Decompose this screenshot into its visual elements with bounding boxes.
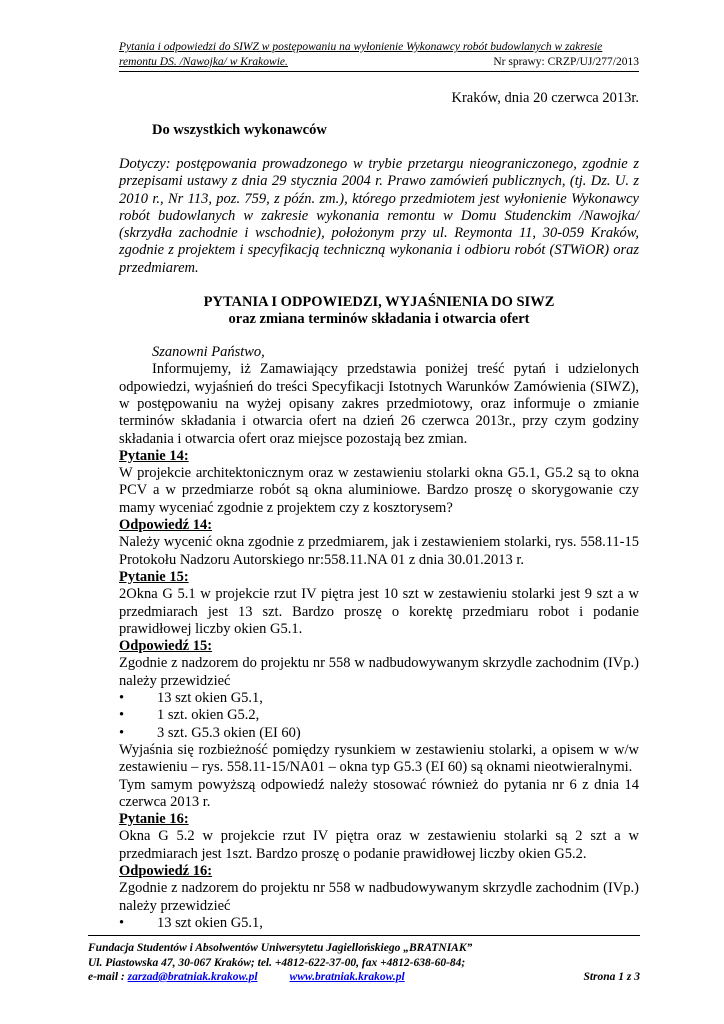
list-item-text: 1 szt. okien G5.2,: [157, 707, 260, 724]
answer-16-bullet-list: [119, 915, 639, 932]
question-14-text: W projekcie architektonicznym oraz w zestawieniu stolarki okna G5.1, G5.2 są to okna PCV a w przedmiarze robót są okna aluminiowe. Bardzo proszę o skorygowanie czy mamy wyceniać zgodnie z projektem czy z kosztorysem?: [119, 465, 639, 516]
question-14-heading: [119, 448, 639, 465]
header-title-continuation: remontu DS. /Nawojka/ w Krakowie.: [119, 56, 288, 68]
answer-15-text: Zgodnie z nadzorem do projektu nr 558 w nadbudowywanym skrzydle zachodnim (IVp.) należy przewidzieć: [119, 655, 639, 689]
list-item: [119, 707, 639, 724]
footer-email-label: e-mail :: [88, 971, 128, 983]
document-page: [119, 40, 639, 932]
answer-15-bullet-list: [119, 690, 639, 742]
bullet-icon: •: [119, 724, 125, 741]
footer-contact-row: [88, 970, 640, 985]
document-date: Kraków, dnia 20 czerwca 2013r.: [451, 90, 639, 106]
greeting: Szanowni Państwo,: [152, 344, 265, 361]
footer-website-link[interactable]: www.bratniak.krakow.pl: [289, 971, 405, 983]
bullet-icon: •: [119, 690, 125, 707]
list-item: [119, 725, 639, 742]
list-item-text: 3 szt. G5.3 okien (EI 60): [157, 724, 301, 741]
list-item-text: 13 szt okien G5.1,: [157, 914, 263, 931]
answer-16-text: Zgodnie z nadzorem do projektu nr 558 w nadbudowywanym skrzydle zachodnim (IVp.) należy przewidzieć: [119, 880, 639, 914]
section-subtitle: oraz zmiana terminów składania i otwarcia ofert: [228, 311, 530, 328]
list-item: [119, 690, 639, 707]
question-16-heading-text: Pytanie 16:: [119, 811, 189, 828]
footer-email-link[interactable]: zarzad@bratniak.krakow.pl: [127, 971, 258, 983]
page-number: Strona 1 z 3: [583, 971, 640, 983]
addressee: Do wszystkich wykonawców: [152, 122, 327, 138]
bullet-icon: •: [119, 707, 125, 724]
answer-15-note-1: Wyjaśnia się rozbieżność pomiędzy rysunkiem w zestawieniu stolarki, a opisem w w/w zestawieniu – rys. 558.11-15/NA01 – okna typ G5.3 (EI 60) są oknami nieotwieralnymi.: [119, 741, 639, 776]
answer-14-heading-text: Odpowiedź 14:: [119, 517, 213, 534]
answer-14-heading: [119, 517, 639, 534]
question-15-heading-text: Pytanie 15:: [119, 568, 189, 585]
question-14-heading-text: Pytanie 14:: [119, 447, 189, 464]
section-title: PYTANIA I ODPOWIEDZI, WYJAŚNIENIA DO SIWZ: [203, 294, 555, 311]
header-second-line: [119, 55, 639, 70]
intro-paragraph: Informujemy, iż Zamawiający przedstawia poniżej treść pytań i udzielonych odpowiedzi, wyjaśnień do treści Specyfikacji Istotnych Warunków Zamówienia (SIWZ), w postępowaniu na wyżej opisany zakres przedmiotowy, oraz informuje o zmianie terminów składania i otwarcia ofert na dzień 26 czerwca 2013r., przy czym godziny składania i otwarcia ofert oraz miejsce pozostają bez zmian.: [119, 361, 639, 447]
answer-16-heading-text: Odpowiedź 16:: [119, 862, 213, 879]
footer-links: [88, 970, 405, 985]
question-15-heading: [119, 569, 639, 586]
question-16-heading: [119, 811, 639, 828]
footer-address: Ul. Piastowska 47, 30-067 Kraków; tel. +4812-622-37-00, fax +4812-638-60-84;: [88, 956, 466, 969]
subject-paragraph: Dotyczy: postępowania prowadzonego w trybie przetargu nieograniczonego, zgodnie z przepisami ustawy z dnia 29 stycznia 2004 r. Prawo zamówień publicznych, (tj. Dz. U. z 2010 r., Nr 113, poz. 759, z późn. zm.), którego przedmiotem jest wyłonienie Wykonawcy robót budowlanych w zakresie wykonania remontu w Domu Studenckim /Nawojka/ (skrzydła zachodnie i wschodnie), położonym przy ul. Reymonta 11, 30-059 Kraków, zgodnie z projektem i specyfikacją techniczną wykonania i odbioru robót (STWiOR) oraz przedmiarem.: [119, 156, 639, 276]
case-number: Nr sprawy: CRZP/UJ/277/2013: [493, 56, 639, 68]
bullet-icon: •: [119, 914, 125, 931]
page-header: [119, 40, 639, 72]
footer-email-group: [88, 970, 258, 985]
list-item: [119, 915, 639, 932]
answer-16-heading: [119, 863, 639, 880]
header-title-line: Pytania i odpowiedzi do SIWZ w postępowaniu na wyłonienie Wykonawcy robót budowlanych w zakresie: [119, 41, 603, 53]
answer-14-text: Należy wycenić okna zgodnie z przedmiarem, jak i zestawieniem stolarki, rys. 558.11-15 Protokołu Nadzoru Autorskiego nr:558.11.NA 01 z dnia 30.01.2013 r.: [119, 534, 639, 568]
answer-15-heading: [119, 638, 639, 655]
question-16-text: Okna G 5.2 w projekcie rzut IV piętra oraz w zestawieniu stolarki są 2 szt a w przedmiarach jest 1szt. Bardzo proszę o podanie prawidłowej liczby okien G5.2.: [119, 828, 639, 862]
footer-organization: Fundacja Studentów i Absolwentów Uniwersytetu Jagiellońskiego „BRATNIAK”: [88, 942, 473, 954]
list-item-text: 13 szt okien G5.1,: [157, 690, 263, 707]
question-15-text: 2Okna G 5.1 w projekcie rzut IV piętra jest 10 szt w zestawieniu stolarki jest 9 szt a w przedmiarach jest 13 szt. Bardzo proszę o korektę przedmiaru robot i podanie prawidłowej liczby okien G5.1.: [119, 586, 639, 637]
answer-15-heading-text: Odpowiedź 15:: [119, 638, 213, 655]
page-footer: [88, 935, 640, 985]
answer-15-note-2: Tym samym powyższą odpowiedź należy stosować również do pytania nr 6 z dnia 14 czerwca 2013 r.: [119, 776, 639, 810]
